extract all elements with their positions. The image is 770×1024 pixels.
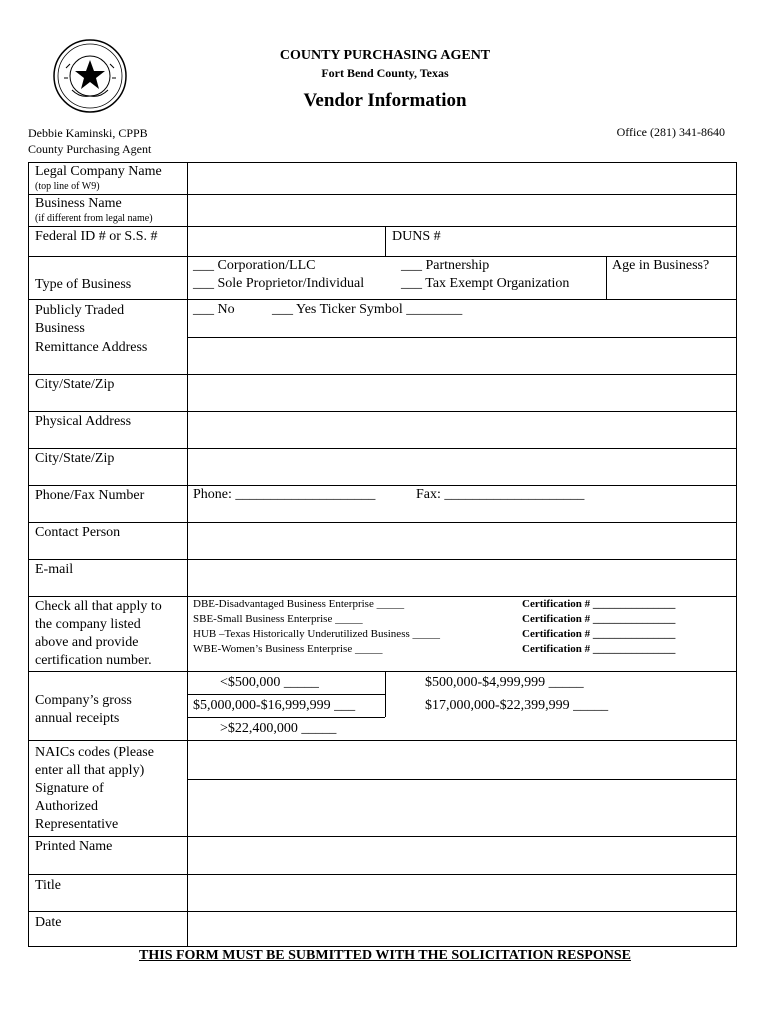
agent-block [28, 125, 151, 157]
receipts-option-3[interactable]: $5,000,000-$16,999,999 ___ [193, 698, 356, 713]
business-name-label: Business Name [35, 196, 122, 211]
business-name-note: (if different from legal name) [35, 213, 153, 224]
legal-company-name-note: (top line of W9) [35, 181, 100, 192]
duns-label: DUNS # [392, 229, 441, 244]
check-all-label-2: the company listed [35, 617, 141, 632]
naics-label-2: enter all that apply) [35, 763, 145, 778]
contact-person-label: Contact Person [35, 525, 121, 540]
office-phone: Office (281) 341-8640 [616, 125, 725, 139]
remittance-address-label: Remittance Address [35, 340, 148, 355]
certification-field-1[interactable]: Certification # _______________ [522, 598, 676, 610]
receipts-option-1[interactable]: <$500,000 _____ [220, 675, 319, 690]
check-all-label-1: Check all that apply to [35, 599, 162, 614]
option-yes-ticker[interactable]: ___ Yes Ticker Symbol ________ [272, 302, 463, 317]
option-corporation[interactable]: ___ Corporation/LLC [193, 258, 316, 273]
header-line1: COUNTY PURCHASING AGENT [279, 48, 491, 63]
signature-label-3: Representative [35, 817, 119, 832]
signature-label-2: Authorized [35, 799, 98, 814]
type-of-business-label: Type of Business [35, 277, 132, 292]
date-label: Date [35, 915, 62, 930]
age-in-business-label: Age in Business? [612, 258, 710, 273]
printed-name-label: Printed Name [35, 839, 113, 854]
publicly-traded-label-1: Publicly Traded [35, 303, 125, 318]
agent-title: County Purchasing Agent [28, 142, 152, 156]
publicly-traded-label-2: Business [35, 321, 85, 336]
title-label: Title [35, 878, 61, 893]
email-label: E-mail [35, 562, 74, 577]
phone-fax-label: Phone/Fax Number [35, 488, 145, 503]
hub-option[interactable]: HUB –Texas Historically Underutilized Business _____ [193, 628, 441, 640]
option-partnership[interactable]: ___ Partnership [401, 258, 490, 273]
check-all-label-4: certification number. [35, 653, 152, 668]
receipts-option-2[interactable]: $500,000-$4,999,999 _____ [425, 675, 584, 690]
dbe-option[interactable]: DBE-Disadvantaged Business Enterprise _____ [193, 598, 405, 610]
receipts-option-4[interactable]: $17,000,000-$22,399,999 _____ [425, 698, 609, 713]
header-line2: Fort Bend County, Texas [321, 66, 449, 80]
agent-name: Debbie Kaminski, CPPB [28, 126, 148, 140]
option-no[interactable]: ___ No [193, 302, 235, 317]
page-title: Vendor Information [303, 90, 467, 111]
city-state-zip-label-1: City/State/Zip [35, 377, 115, 392]
federal-id-label: Federal ID # or S.S. # [35, 229, 158, 244]
fax-field[interactable]: Fax: ____________________ [416, 487, 585, 502]
option-sole-proprietor[interactable]: ___ Sole Proprietor/Individual [193, 276, 365, 291]
option-tax-exempt[interactable]: ___ Tax Exempt Organization [401, 276, 570, 291]
certification-field-2[interactable]: Certification # _______________ [522, 613, 676, 625]
phone-field[interactable]: Phone: ____________________ [193, 487, 376, 502]
gross-receipts-label-1: Company’s gross [35, 693, 132, 708]
city-state-zip-label-2: City/State/Zip [35, 451, 115, 466]
naics-label-1: NAICs codes (Please [35, 745, 154, 760]
signature-label-1: Signature of [35, 781, 104, 796]
footer-notice: THIS FORM MUST BE SUBMITTED WITH THE SOLICITATION RESPONSE [139, 948, 631, 963]
certification-field-4[interactable]: Certification # _______________ [522, 643, 676, 655]
check-all-label-3: above and provide [35, 635, 139, 650]
wbe-option[interactable]: WBE-Women’s Business Enterprise _____ [193, 643, 383, 655]
physical-address-label: Physical Address [35, 414, 132, 429]
receipts-option-5[interactable]: >$22,400,000 _____ [220, 721, 337, 736]
sbe-option[interactable]: SBE-Small Business Enterprise _____ [193, 613, 363, 625]
gross-receipts-label-2: annual receipts [35, 711, 120, 726]
legal-company-name-label: Legal Company Name [35, 164, 162, 179]
certification-field-3[interactable]: Certification # _______________ [522, 628, 676, 640]
